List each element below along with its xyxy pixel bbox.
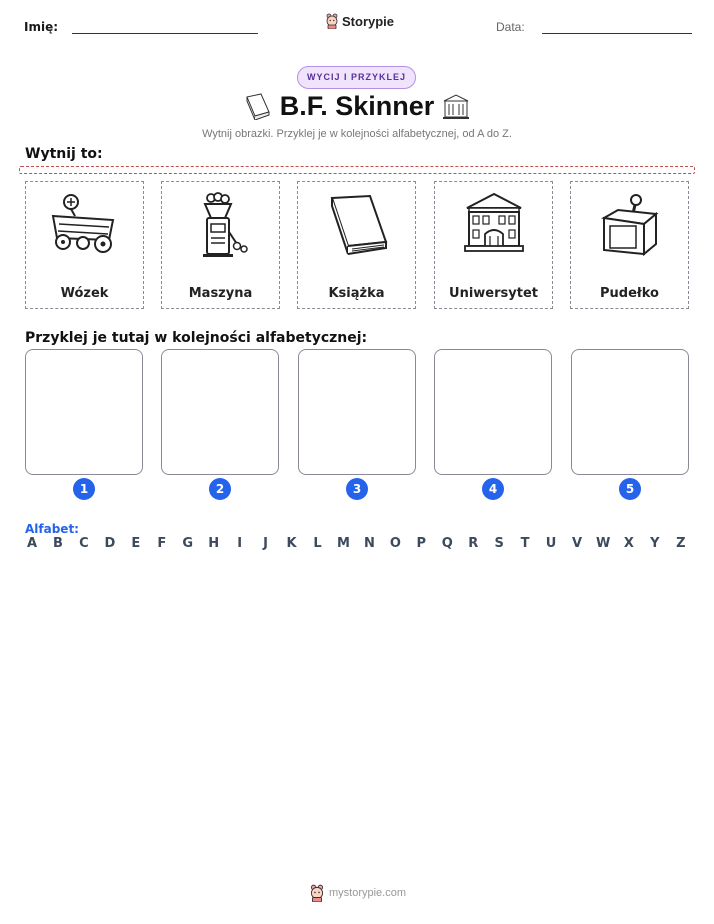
cut-card-machine[interactable] (161, 181, 280, 309)
paste-slot-4[interactable] (434, 349, 552, 475)
alphabet-letter: K (286, 536, 297, 551)
slot-number-2: 2 (209, 478, 231, 500)
alphabet-letter: R (468, 536, 479, 551)
alphabet-letter: X (623, 536, 634, 551)
alphabet-letter: D (104, 536, 116, 551)
alphabet-letter: L (313, 536, 322, 551)
alphabet-letter: A (26, 536, 38, 551)
alphabet-letter: N (363, 536, 375, 551)
paste-slot-2[interactable] (161, 349, 279, 475)
footer (309, 884, 406, 902)
alphabet-letter: M (336, 536, 350, 551)
storypie-mascot-icon (325, 13, 339, 29)
alphabet-letter: Q (441, 536, 453, 551)
card-label: Pudełko (600, 286, 659, 301)
alphabet-letter: Z (676, 536, 686, 551)
name-label: Imię: (24, 20, 59, 34)
page-title: B.F. Skinner (279, 91, 435, 121)
university-title-icon (442, 93, 470, 119)
paste-heading: Przyklej je tutaj w kolejności alfabetycznej: (25, 330, 368, 346)
slot-number-1: 1 (73, 478, 95, 500)
alphabet-letter: I (237, 536, 243, 551)
name-field-line[interactable] (72, 33, 258, 34)
wagon-icon (49, 192, 121, 258)
card-label: Wózek (60, 286, 109, 301)
brand-logo (325, 13, 394, 29)
machine-icon (193, 192, 249, 258)
alphabet-letter: W (595, 536, 611, 551)
slot-number-5: 5 (619, 478, 641, 500)
brand-name: Storypie (342, 13, 395, 29)
cut-line (19, 166, 695, 174)
date-field-line[interactable] (542, 33, 692, 34)
storypie-mascot-icon (309, 884, 325, 902)
alphabet-letter: Y (650, 536, 660, 551)
cut-card-wagon[interactable] (25, 181, 144, 309)
card-label: Książka (328, 286, 385, 301)
alphabet-letter: B (52, 536, 63, 551)
alphabet-letter: S (494, 536, 504, 551)
slot-number-3: 3 (346, 478, 368, 500)
alphabet-letter: J (263, 536, 268, 551)
cut-card-box[interactable] (570, 181, 689, 309)
paste-slot-3[interactable] (298, 349, 416, 475)
alphabet-letter: V (571, 536, 583, 551)
date-label: Data: (496, 20, 525, 34)
paste-slot-1[interactable] (25, 349, 143, 475)
alphabet-letter: O (389, 536, 401, 551)
alphabet-letter: H (208, 536, 220, 551)
cut-heading: Wytnij to: (25, 146, 103, 162)
paste-slot-5[interactable] (571, 349, 689, 475)
card-label: Maszyna (188, 286, 253, 301)
cut-card-book[interactable] (297, 181, 416, 309)
alphabet-letter: E (131, 536, 141, 551)
alphabet-letter: U (545, 536, 557, 551)
book-icon (324, 192, 390, 258)
card-label: Uniwersytet (449, 286, 538, 301)
alphabet-row (25, 536, 688, 551)
box-icon (600, 192, 660, 258)
university-icon (463, 192, 525, 254)
footer-url: mystorypie.com (329, 887, 407, 899)
alphabet-letter: G (182, 536, 194, 551)
alphabet-label: Alfabet: (25, 522, 79, 536)
activity-badge: WYCIJ I PRZYKLEJ (297, 66, 416, 89)
slot-number-4: 4 (482, 478, 504, 500)
alphabet-letter: F (157, 536, 167, 551)
alphabet-letter: P (416, 536, 427, 551)
alphabet-letter: C (79, 536, 89, 551)
instructions: Wytnij obrazki. Przyklej je w kolejności alfabetycznej, od A do Z. (202, 128, 512, 140)
cut-card-university[interactable] (434, 181, 553, 309)
alphabet-letter: T (520, 536, 530, 551)
